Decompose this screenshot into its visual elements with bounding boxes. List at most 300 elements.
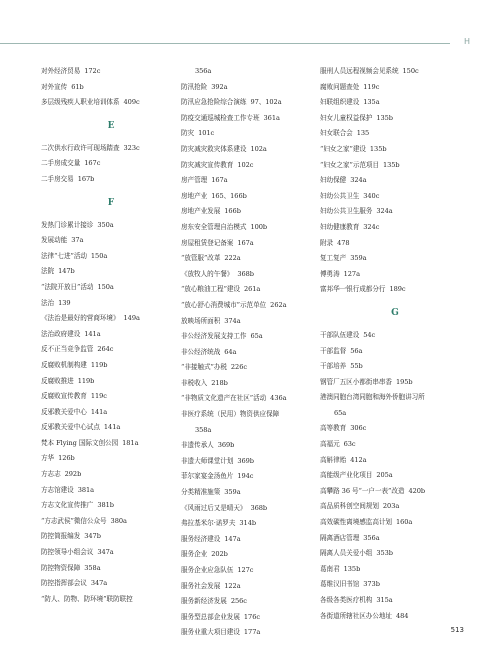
index-term: “非物质文化遗产在社区”活动: [181, 394, 267, 403]
index-entry: [181, 407, 321, 423]
section-letter-heading: F: [107, 197, 115, 208]
index-entry: [41, 264, 181, 280]
index-term: 各街道所辖社区办公地址: [320, 611, 392, 620]
page-reference: 205a: [376, 471, 393, 480]
index-term: 法院: [41, 267, 55, 276]
page-reference: 412a: [350, 455, 367, 464]
index-entry: [41, 172, 181, 188]
page-reference: 195b: [395, 377, 413, 386]
index-entry: [320, 531, 470, 547]
index-entry: [181, 469, 321, 485]
index-term: 复工复产: [320, 254, 347, 263]
index-entry: [320, 577, 470, 593]
index-column-2: [181, 64, 321, 641]
page-reference: 381b: [97, 501, 114, 510]
index-term: 高斛律贻: [320, 455, 347, 464]
page-reference: 127c: [237, 566, 254, 574]
page-reference: 64a: [224, 347, 237, 356]
index-term: 葛维汉旧书馆: [320, 580, 360, 589]
page-reference: 135b: [343, 564, 361, 573]
index-entry: [181, 204, 321, 220]
index-term: “妇女之家”建设: [320, 144, 366, 153]
page-reference: 150a: [97, 282, 114, 291]
index-entry: [41, 529, 181, 545]
index-term: 钢管厂五区小都街串串香: [320, 377, 392, 386]
header-letter: H: [463, 37, 470, 46]
page-reference: 160a: [395, 518, 413, 527]
page-reference: 100b: [250, 222, 268, 231]
index-term: 法律“七进”活动: [41, 251, 87, 260]
index-term: 服务社会发展: [181, 581, 221, 590]
page-reference: 478: [337, 238, 350, 247]
index-term: 港澳同胞台湾同胞和海外侨胞讲习所: [320, 393, 425, 402]
index-entry: [320, 64, 470, 80]
index-entry: [320, 515, 470, 531]
index-term: 服刑人员远程视频会见系统: [320, 67, 399, 75]
index-term: 高能级产业化项目: [320, 471, 373, 480]
page-reference: 119b: [90, 360, 108, 369]
running-header: [0, 37, 480, 49]
page-reference: 380a: [110, 516, 127, 525]
index-entry: [320, 111, 470, 127]
page-reference: 350a: [97, 220, 114, 229]
index-entry: [41, 389, 181, 405]
page-reference: 141a: [84, 329, 101, 338]
index-entry: [181, 594, 321, 610]
page-reference: 65a: [334, 408, 347, 417]
index-term: 非税收入: [181, 378, 208, 387]
index-entry: [181, 189, 321, 205]
index-term: 反腐败宣传教育: [41, 392, 87, 401]
page-reference: 119b: [77, 376, 95, 385]
index-entry: [181, 360, 321, 376]
index-entry: [41, 561, 181, 577]
index-entry: [41, 249, 181, 265]
index-entry: [320, 158, 470, 174]
page-reference: 222a: [224, 254, 241, 263]
index-term: 反腐败机制构建: [41, 360, 87, 369]
index-entry: [320, 282, 470, 298]
index-term: 非遗传承人: [181, 441, 214, 450]
index-term: 发展动能: [41, 236, 68, 245]
index-term: 防灾: [181, 129, 195, 138]
page-reference: 135b: [369, 144, 387, 153]
index-entry: [320, 593, 470, 609]
index-term: 服务企业: [181, 550, 208, 559]
page-reference: 356a: [363, 533, 380, 542]
page-reference: 369b: [217, 441, 235, 450]
index-entry: [320, 406, 470, 422]
page-reference: 135a: [363, 98, 380, 107]
index-entry: [320, 359, 470, 375]
section-letter-heading: E: [107, 120, 115, 131]
index-entry: [320, 562, 470, 578]
index-term: 方华: [41, 454, 55, 463]
index-entry: [41, 64, 181, 80]
index-term: 《风雨过后又是晴天》: [181, 503, 247, 512]
index-entry: [320, 546, 470, 562]
page-reference: 147a: [224, 534, 241, 543]
index-column-1: [41, 64, 181, 607]
index-term: 方志馆建设: [41, 485, 74, 494]
page-reference: 141a: [90, 407, 108, 416]
index-entry: [181, 80, 321, 96]
page-reference: 368b: [250, 503, 268, 512]
index-term: 防疫交通巡城检查工作专班: [181, 113, 260, 122]
page-reference: 409c: [123, 98, 140, 107]
index-term: 富邦华一银行成都分行: [320, 285, 386, 294]
index-term: 葛南君: [320, 564, 340, 573]
index-term: 服务业重大项目建设: [181, 628, 240, 637]
index-entry: [41, 420, 181, 436]
index-term: 服务经济建设: [181, 534, 221, 543]
page-reference: 347b: [84, 532, 101, 541]
page-reference: 176c: [243, 612, 260, 621]
index-entry: [181, 454, 321, 470]
page-reference: 392a: [211, 82, 228, 91]
index-entry: [181, 142, 321, 158]
index-term: 附录: [320, 238, 334, 247]
index-entry: [181, 173, 321, 189]
index-term: 对外宣传: [41, 82, 68, 91]
index-term: 隔离人员关爱小组: [320, 549, 373, 558]
index-term: “妇女之家”示范项目: [320, 160, 379, 169]
page-reference: 359a: [224, 488, 241, 497]
index-entry: [181, 236, 321, 252]
page-reference: 141a: [103, 423, 121, 432]
index-term: 房地产业: [181, 191, 208, 200]
page-reference: 324a: [350, 176, 367, 185]
index-term: 反腐败推进: [41, 376, 74, 385]
index-entry: [181, 298, 321, 314]
index-entry: [181, 251, 321, 267]
page-reference: 102a: [250, 144, 267, 153]
index-entry: [181, 329, 321, 345]
index-term: 非遗大师课堂计划: [181, 456, 234, 465]
index-term: 方志志: [41, 470, 61, 479]
index-term: 干部队伍建设: [320, 330, 360, 339]
index-entry: [41, 218, 181, 234]
index-term: 防汛应急抢险综合演练: [181, 98, 247, 107]
index-entry: [41, 405, 181, 421]
page-reference: 101c: [198, 129, 215, 138]
index-term: “方志武侯”微信公众号: [41, 516, 107, 525]
index-term: “放心舒心消费城市”示范单位: [181, 300, 267, 309]
page-reference: 139: [58, 298, 71, 307]
page-reference: 135: [356, 129, 370, 138]
index-term: 房地产业发展: [181, 207, 221, 216]
index-term: 防灾减灾宣传教育: [181, 160, 234, 169]
index-entry: [41, 358, 181, 374]
index-term: 对外经济贸易: [41, 67, 81, 75]
index-entry: [320, 251, 470, 267]
index-term: “法院开放日”活动: [41, 282, 94, 291]
page-reference: 420b: [408, 486, 426, 495]
index-entry: [41, 436, 181, 452]
index-entry: [320, 267, 470, 283]
index-term: 反邪教关爱中心: [41, 407, 87, 416]
index-term: 妇女儿童权益保护: [320, 113, 373, 122]
index-entry: [41, 95, 181, 111]
index-entry: [41, 576, 181, 592]
page-number: 513: [450, 626, 464, 634]
index-term: 防控领导小组会议: [41, 548, 94, 557]
page-reference: 323c: [123, 143, 140, 152]
index-term: 防控物资保障: [41, 563, 81, 572]
index-term: 腐败问题查处: [320, 82, 360, 91]
page-reference: 102c: [237, 160, 254, 169]
index-term: “非接触式”办税: [181, 363, 227, 372]
index-entry: [181, 314, 321, 330]
index-term: 非公经济发展支持工作: [181, 332, 247, 341]
page-reference: 167a: [237, 238, 254, 247]
index-entry: [320, 453, 470, 469]
page-reference: 436a: [270, 394, 287, 403]
index-term: 多层级残疾人职业培训体系: [41, 98, 120, 107]
page-reference: 149a: [123, 314, 140, 323]
index-term: 房产管理: [181, 176, 208, 185]
page-reference: 126b: [58, 454, 75, 463]
index-entry: [41, 327, 181, 343]
index-entry: [181, 220, 321, 236]
index-entry: [41, 374, 181, 390]
index-entry: [41, 498, 181, 514]
index-entry: [181, 501, 321, 517]
index-term: 高品质科创空间规划: [320, 502, 379, 511]
index-term: 服务企业应急队伍: [181, 566, 234, 574]
index-entry: [181, 516, 321, 532]
index-term: 反邪教关爱中心试点: [41, 423, 100, 432]
page-reference: 54c: [363, 330, 376, 339]
index-entry: [41, 156, 181, 172]
index-term: 妇女联合会: [320, 129, 353, 138]
index-term: 妇幼健康教育: [320, 222, 360, 231]
page-reference: 256c: [230, 597, 247, 606]
page-reference: 127a: [343, 269, 360, 278]
page-reference: 262a: [270, 300, 287, 309]
page-reference: 63c: [343, 440, 356, 449]
page-reference: 358a: [195, 425, 212, 434]
index-entry: [41, 483, 181, 499]
index-entry: [181, 158, 321, 174]
page-reference: 167b: [77, 174, 95, 183]
section-letter-heading: G: [391, 307, 399, 318]
index-entry: [320, 390, 470, 406]
index-entry: [320, 468, 470, 484]
index-entry: [320, 173, 470, 189]
page-reference: 347a: [97, 548, 114, 557]
page-reference: 150a: [90, 251, 108, 260]
index-term: 高攀路 36 号“一户一表”改造: [320, 486, 405, 495]
page-reference: 172c: [84, 67, 101, 75]
index-term: 发热门诊累计接诊: [41, 220, 94, 229]
page-reference: 261a: [244, 285, 261, 294]
page-reference: 55b: [350, 362, 363, 371]
index-entry: [41, 233, 181, 249]
index-entry: [320, 80, 470, 96]
page-reference: 177a: [243, 628, 261, 637]
index-term: 分类精准施策: [181, 488, 221, 497]
index-term: 防控指挥部会议: [41, 579, 87, 588]
index-term: 各级各类医疗机构: [320, 596, 373, 604]
index-entry: [181, 391, 321, 407]
page-reference: 165、166b: [211, 191, 247, 200]
index-entry: [181, 345, 321, 361]
index-term: 妇幼公共卫生: [320, 191, 360, 200]
page-reference: 369b: [237, 456, 254, 465]
index-entry: [320, 189, 470, 205]
index-entry: [320, 126, 470, 142]
index-term: 菲尔家宴金汤鱼片: [181, 472, 234, 481]
index-entry: [181, 282, 321, 298]
page-reference: 292b: [64, 470, 82, 479]
index-entry: [41, 592, 181, 608]
page-reference: 353b: [376, 549, 393, 558]
index-entry: [181, 563, 321, 579]
page-reference: 203a: [382, 502, 400, 511]
index-entry: [320, 421, 470, 437]
index-term: 法治政府建设: [41, 329, 81, 338]
page-reference: 97、102a: [250, 98, 282, 107]
index-entry: [181, 423, 321, 439]
index-term: 妇幼保健: [320, 176, 347, 185]
page-reference: 374a: [224, 316, 241, 325]
page-reference: 368b: [237, 269, 254, 278]
page-reference: 359a: [350, 254, 367, 263]
index-entry: [181, 625, 321, 641]
index-term: 《放牧人的午餐》: [181, 269, 234, 278]
page-reference: 167c: [84, 159, 101, 168]
index-term: 放映场所面积: [181, 316, 221, 325]
page-reference: 484: [395, 611, 409, 620]
page-reference: 147b: [58, 267, 75, 276]
page-reference: 347a: [90, 579, 108, 588]
index-term: 弗拉基米尔·诺罗夫: [181, 519, 236, 528]
index-term: 防灾减灾救灾体系建设: [181, 144, 247, 153]
index-term: 房屋租赁登记备案: [181, 238, 234, 247]
index-term: 干部培养: [320, 362, 347, 371]
index-term: 高福元: [320, 440, 340, 449]
page-reference: 135b: [383, 160, 400, 169]
index-term: 二手房成交量: [41, 159, 81, 168]
page-reference: 135b: [376, 113, 393, 122]
index-entry: [181, 111, 321, 127]
index-term: “放管服”改革: [181, 254, 221, 263]
index-entry: [41, 342, 181, 358]
page-reference: 122a: [224, 581, 241, 590]
index-entry: [181, 485, 321, 501]
index-entry: [41, 451, 181, 467]
page-reference: 61b: [71, 82, 84, 91]
page-reference: 324c: [363, 222, 380, 231]
page-reference: 361a: [263, 113, 280, 122]
index-entry: [320, 484, 470, 500]
page-reference: 306c: [350, 424, 367, 433]
index-entry: [320, 609, 470, 625]
index-term: 防控简报编发: [41, 532, 81, 541]
index-entry: [41, 514, 181, 530]
index-entry: [181, 126, 321, 142]
index-term: 高效碳性离境感监高计划: [320, 518, 392, 527]
index-term: 隔离酒店管理: [320, 533, 360, 542]
index-entry: [320, 142, 470, 158]
page-reference: 324a: [376, 207, 393, 216]
index-entry: [320, 220, 470, 236]
page-reference: 65a: [250, 332, 263, 341]
index-entry: [41, 141, 181, 157]
index-entry: [41, 80, 181, 96]
page-reference: 150c: [402, 67, 419, 75]
index-term: 高等教育: [320, 424, 347, 433]
index-entry: [320, 437, 470, 453]
index-entry: [320, 204, 470, 220]
index-term: 非医疗系统（民用）物资供应保障: [181, 410, 280, 419]
index-entry: [41, 296, 181, 312]
page-reference: 119c: [90, 392, 107, 401]
index-entry: [181, 532, 321, 548]
page-reference: 56a: [350, 346, 363, 355]
index-term: 妇联组织建设: [320, 98, 360, 107]
index-term: “放心粮油工程”建设: [181, 285, 240, 294]
page-reference: 373b: [363, 580, 380, 589]
index-entry: [320, 236, 470, 252]
page-reference: 166b: [224, 207, 241, 216]
page-reference: 37a: [71, 236, 84, 245]
page-reference: 226c: [230, 363, 247, 372]
index-entry: [41, 545, 181, 561]
index-entry: [181, 579, 321, 595]
index-term: 防汛抢险: [181, 82, 208, 91]
index-entry: [41, 280, 181, 296]
page-reference: 218b: [211, 378, 228, 387]
page-reference: 202b: [211, 550, 228, 559]
index-column-3: [320, 64, 470, 624]
index-entry: [320, 328, 470, 344]
index-entry: [181, 547, 321, 563]
page-reference: 356a: [195, 67, 212, 75]
page-reference: 189c: [389, 285, 406, 294]
index-term: 反不正当竞争监管: [41, 345, 94, 354]
index-term: 梵本 Flying 国际文创公园: [41, 438, 119, 447]
index-entry: [181, 64, 321, 80]
index-term: 傅勇涛: [320, 269, 340, 278]
index-term: 干部监督: [320, 346, 347, 355]
index-term: 服务型总部企业发展: [181, 612, 240, 621]
page-reference: 340c: [363, 191, 380, 200]
index-entry: [320, 344, 470, 360]
index-entry: [320, 375, 470, 391]
page-reference: 119c: [363, 82, 380, 91]
index-term: “防人、防物、防环境”联防联控: [41, 594, 133, 603]
index-term: 房东安全管理自治模式: [181, 222, 247, 231]
index-entry: [41, 467, 181, 483]
page-reference: 315a: [376, 596, 393, 604]
index-entry: [181, 95, 321, 111]
index-entry: [41, 311, 181, 327]
index-term: 服务新经济发展: [181, 597, 227, 606]
index-entry: [320, 95, 470, 111]
index-term: 妇幼公共卫生服务: [320, 207, 373, 216]
page-reference: 381a: [77, 485, 95, 494]
page-reference: 314b: [239, 519, 257, 528]
index-term: 方志文化宣传推广: [41, 501, 94, 510]
index-term: 法治: [41, 298, 55, 307]
index-entry: [181, 267, 321, 283]
page-reference: 167a: [211, 176, 228, 185]
index-entry: [181, 438, 321, 454]
index-entry: [181, 610, 321, 626]
index-term: 二手房交易: [41, 174, 74, 183]
